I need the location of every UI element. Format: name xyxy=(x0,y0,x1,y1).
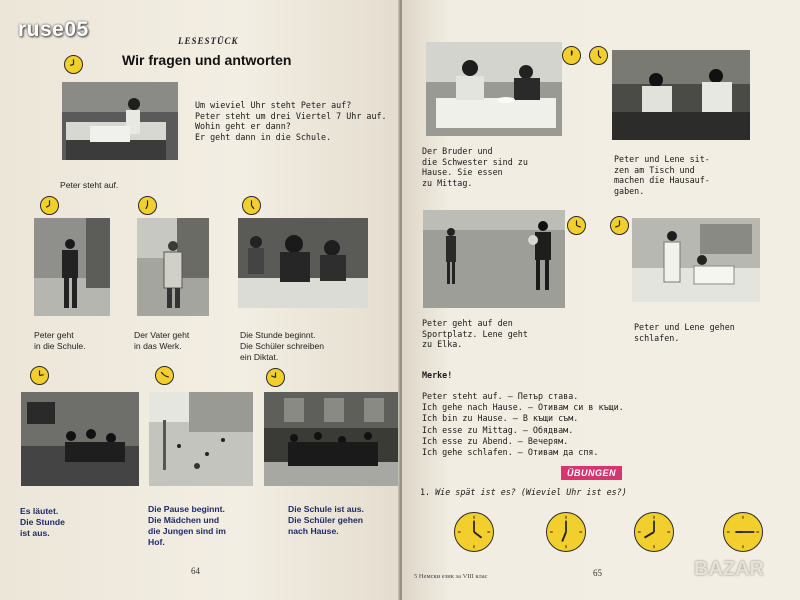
ruse05-watermark: ruse05 xyxy=(18,18,89,41)
clock-icon xyxy=(155,366,174,385)
clock-icon xyxy=(562,46,581,65)
section-label: LESESTÜCK xyxy=(178,36,239,46)
photo-school-yard xyxy=(149,392,253,486)
clock-icon xyxy=(567,216,586,235)
clock-icon xyxy=(266,368,285,387)
clock-icon xyxy=(589,46,608,65)
page-title: Wir fragen und antworten xyxy=(122,52,292,68)
photo-homework xyxy=(612,50,750,140)
bazar-watermark: BAZAR xyxy=(694,558,764,580)
photo-waking-up xyxy=(62,82,178,160)
ubungen-label: ÜBUNGEN xyxy=(561,466,622,480)
exercise-question: Wie spät ist es? (Wieviel Uhr ist es?) xyxy=(435,487,627,497)
caption-bruder-schwester: Der Bruder und die Schwester sind zu Hause. Sie essen zu Mittag. xyxy=(422,146,528,188)
clock-icon xyxy=(64,55,83,74)
clock-icon xyxy=(546,512,586,552)
clock-icon xyxy=(242,196,261,215)
clock-icon xyxy=(723,512,763,552)
caption-peter-geht: Peter geht in die Schule. xyxy=(34,330,86,351)
caption-schule-aus: Die Schule ist aus. Die Schüler gehen nach Hause. xyxy=(288,504,364,536)
photo-classroom-bell xyxy=(21,392,139,486)
clock-icon xyxy=(30,366,49,385)
intro-text: Um wieviel Uhr steht Peter auf? Peter steht um drei Viertel 7 Uhr auf. Wohin geht er dann? Er geht dann in die Schule. xyxy=(195,100,387,142)
caption-sportplatz: Peter geht auf den Sportplatz. Lene geht zu Elka. xyxy=(422,318,528,350)
clock-icon xyxy=(454,512,494,552)
photo-sportplatz xyxy=(423,210,565,308)
exercise-1 xyxy=(420,487,627,497)
clock-icon xyxy=(634,512,674,552)
page-number-left: 64 xyxy=(191,566,200,576)
caption-hausaufgaben: Peter und Lene sit- zen am Tisch und machen die Hausauf- gaben. xyxy=(614,154,710,196)
merke-title: Merke! xyxy=(422,370,453,380)
caption-stunde-beginnt: Die Stunde beginnt. Die Schüler schreiben ein Diktat. xyxy=(240,330,325,362)
caption-pause-beginnt: Die Pause beginnt. Die Mädchen und die Jungen sind im Hof. xyxy=(148,504,226,547)
clock-icon xyxy=(40,196,59,215)
caption-schlafen: Peter und Lene gehen schlafen. xyxy=(634,322,735,343)
exercise-number: 1. xyxy=(420,487,431,497)
page-number-right: 65 xyxy=(593,568,602,578)
photo-lunch-at-home xyxy=(426,42,562,136)
photo-going-to-sleep xyxy=(632,218,760,302)
clock-icon xyxy=(610,216,629,235)
page-footnote: 5 Немски език за VIII клас xyxy=(414,573,488,580)
photo-father-walking xyxy=(137,218,209,316)
photo-school-out xyxy=(264,392,398,486)
clock-icon xyxy=(138,196,157,215)
merke-phrases: Peter steht auf. — Петър става. Ich gehe nach Hause. — Отивам си в къщи. Ich bin zu Hause. — В къщи съм. Ich esse zu Mittag. — Обядвам. Ich esse zu Abend. — Вечерям. Ich gehe schlafen. — Отивам да спя. xyxy=(422,391,624,458)
right-page xyxy=(402,0,800,600)
caption-peter-steht-auf: Peter steht auf. xyxy=(60,180,119,190)
caption-vater-geht: Der Vater geht in das Werk. xyxy=(134,330,190,351)
photo-classroom-dictation xyxy=(238,218,368,308)
photo-peter-walking xyxy=(34,218,110,316)
caption-es-lautet: Es läutet. Die Stunde ist aus. xyxy=(20,506,65,538)
